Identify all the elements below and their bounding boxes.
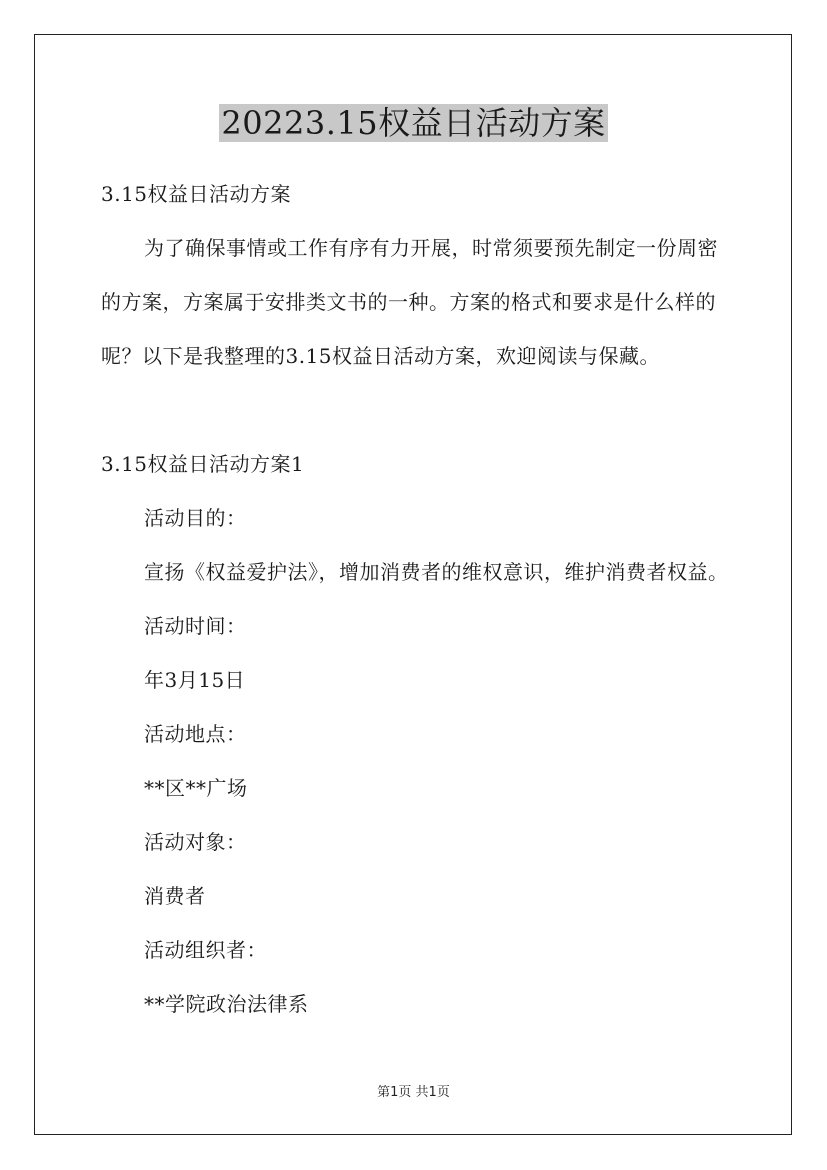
organizer-label: 活动组织者：: [144, 938, 267, 962]
place-value: **区**广场: [144, 776, 248, 800]
organizer-value: **学院政治法律系: [144, 992, 309, 1016]
target-label: 活动对象：: [144, 830, 247, 854]
subheading: 3.15权益日活动方案: [101, 182, 292, 206]
section-heading: 3.15权益日活动方案1: [101, 452, 305, 476]
time-value: 年3月15日: [144, 668, 246, 692]
purpose-text: 宣扬《权益爱护法》，增加消费者的维权意识，维护消费者权益。: [144, 560, 729, 584]
purpose-label: 活动目的：: [144, 506, 247, 530]
document-title-text: 20223.15权益日活动方案: [221, 104, 606, 142]
intro-line-2: 的方案，方案属于安排类文书的一种。方案的格式和要求是什么样的: [101, 290, 716, 314]
intro-line-1: 为了确保事情或工作有序有力开展，时常须要预先制定一份周密: [144, 236, 718, 260]
place-label: 活动地点：: [144, 722, 247, 746]
time-label: 活动时间：: [144, 614, 247, 638]
page-footer: 第1页 共1页: [377, 1085, 450, 1100]
document-title: [0, 101, 827, 145]
intro-line-3: 呢？以下是我整理的3.15权益日活动方案，欢迎阅读与保藏。: [101, 344, 661, 368]
target-value: 消费者: [144, 884, 206, 908]
